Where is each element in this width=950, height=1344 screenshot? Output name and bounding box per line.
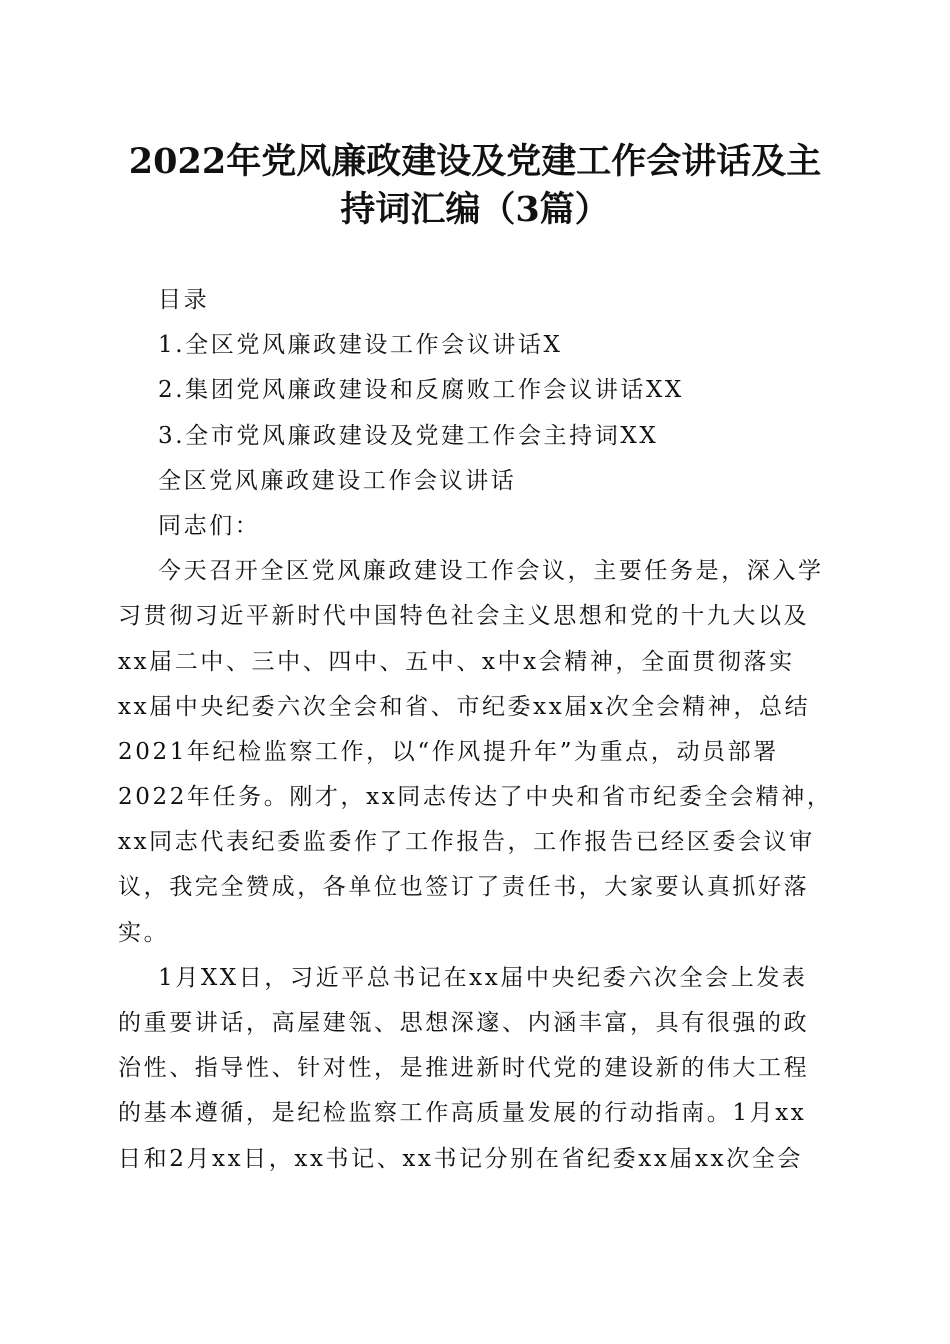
- document-title: [110, 138, 840, 234]
- paragraph-line: 日和2月xx日，xx书记、xx书记分别在省纪委xx届xx次全会: [118, 1145, 803, 1172]
- paragraph-line: 实。: [118, 919, 170, 946]
- toc-item-3: 3.全市党风廉政建设及党建工作会主持词XX: [158, 422, 659, 449]
- paragraph-line: 今天召开全区党风廉政建设工作会议，主要任务是，深入学: [158, 558, 824, 585]
- toc-heading: 目录: [158, 287, 210, 313]
- paragraph-line: 2021年纪检监察工作，以“作风提升年”为重点，动员部署: [118, 738, 779, 765]
- section-title: 全区党风廉政建设工作会议讲话: [158, 467, 517, 494]
- paragraph-line: 1月XX日，习近平总书记在xx届中央纪委六次全会上发表: [158, 964, 808, 991]
- title-line-1: 2022年党风廉政建设及党建工作会讲话及主: [128, 141, 822, 182]
- toc-item-2: 2.集团党风廉政建设和反腐败工作会议讲话XX: [158, 377, 684, 404]
- paragraph-line: 的重要讲话，高屋建瓴、思想深邃、内涵丰富，具有很强的政: [118, 1010, 810, 1036]
- salutation: 同志们：: [158, 512, 261, 539]
- paragraph-2: [118, 956, 826, 1182]
- paragraph-line: 2022年任务。刚才，xx同志传达了中央和省市纪委全会精神，: [118, 784, 833, 811]
- paragraph-line: 治性、指导性、针对性，是推进新时代党的建设新的伟大工程: [118, 1055, 810, 1082]
- title-line-2: 持词汇编（3篇）: [340, 189, 610, 230]
- paragraph-line: 习贯彻习近平新时代中国特色社会主义思想和党的十九大以及: [118, 603, 810, 630]
- document-body: [118, 278, 833, 1182]
- paragraph-line: xx届中央纪委六次全会和省、市纪委xx届x次全会精神，总结: [118, 693, 811, 720]
- paragraph-line: 议，我完全赞成，各单位也签订了责任书，大家要认真抓好落: [118, 874, 810, 901]
- toc-item-1: 1.全区党风廉政建设工作会议讲话X: [158, 332, 563, 359]
- paragraph-line: xx同志代表纪委监委作了工作报告，工作报告已经区委会议审: [118, 829, 815, 856]
- paragraph-line: xx届二中、三中、四中、五中、x中x会精神，全面贯彻落实: [118, 648, 795, 675]
- paragraph-1: [118, 549, 833, 956]
- paragraph-line: 的基本遵循，是纪检监察工作高质量发展的行动指南。1月xx: [118, 1100, 807, 1127]
